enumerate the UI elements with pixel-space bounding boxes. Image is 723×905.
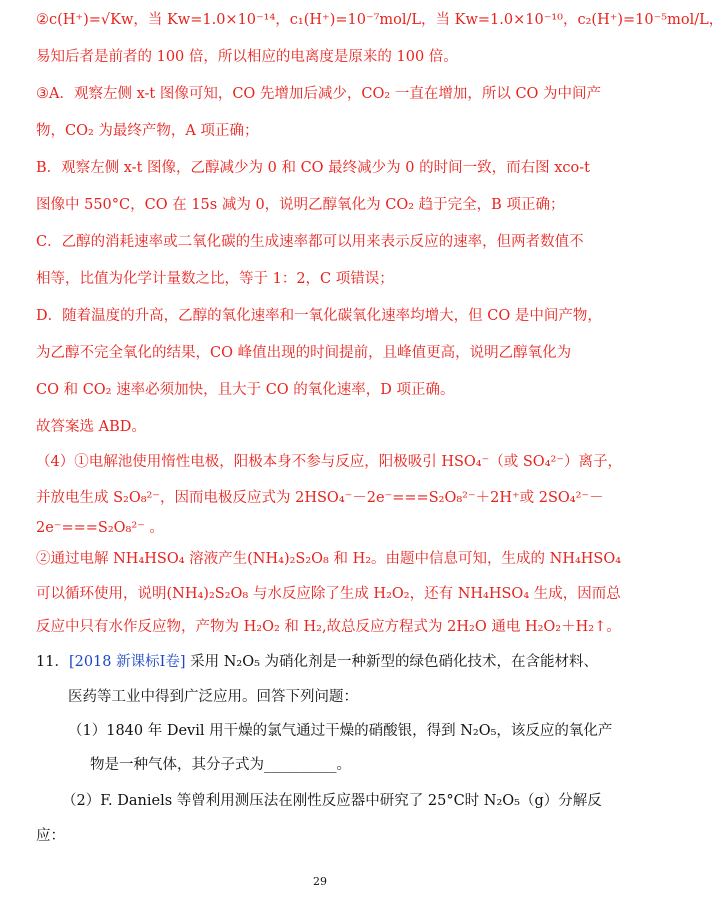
answer-line: 物，CO₂ 为最终产物，A 项正确； [36,123,259,139]
subquestion-2: （2）F. Daniels 等曾利用测压法在刚性反应器中研究了 25°C时 N₂O₅（g）分解反 [62,793,602,809]
question-number: 11． [36,654,69,670]
answer-line: ②c(H⁺)=√Kw，当 Kw=1.0×10⁻¹⁴，c₁(H⁺)=10⁻⁷mol/L，当 Kw=1.0×10⁻¹⁰，c₂(H⁺)=10⁻⁵mol/L， [36,12,723,28]
question-stem-text: 采用 N₂O₅ 为硝化剂是一种新型的绿色硝化技术，在含能材料、 [190,654,599,670]
answer-line: 图像中 550°C，CO 在 15s 减为 0，说明乙醇氧化为 CO₂ 趋于完全，B 项正确； [36,197,565,213]
answer-line: 并放电生成 S₂O₈²⁻，因而电极反应式为 2HSO₄⁻－2e⁻===S₂O₈²⁻＋2H⁺或 2SO₄²⁻－ [36,490,604,506]
answer-line: ③A．观察左侧 x-t 图像可知，CO 先增加后减少，CO₂ 一直在增加，所以 CO 为中间产 [36,86,602,102]
question-11-stem [36,652,608,672]
answer-line: C．乙醇的消耗速率或二氧化碳的生成速率都可以用来表示反应的速率，但两者数值不 [36,234,584,250]
answer-line: ②通过电解 NH₄HSO₄ 溶液产生(NH₄)₂S₂O₈ 和 H₂。由题中信息可知，生成的 NH₄HSO₄ [36,551,622,567]
answer-line: CO 和 CO₂ 速率必须加快，且大于 CO 的氧化速率，D 项正确。 [36,382,455,398]
answer-line: 为乙醇不完全氧化的结果，CO 峰值出现的时间提前，且峰值更高，说明乙醇氧化为 [36,345,572,361]
answer-line: （4）①电解池使用惰性电极，阳极本身不参与反应，阳极吸引 HSO₄⁻（或 SO₄²⁻）离子， [36,454,622,470]
answer-line: 反应中只有水作反应物，产物为 H₂O₂ 和 H₂,故总反应方程式为 2H₂O 通电 H₂O₂＋H₂↑。 [36,619,621,635]
answer-line: 相等，比值为化学计量数之比，等于 1：2，C 项错误； [36,271,394,287]
answer-line: 易知后者是前者的 100 倍，所以相应的电离度是原来的 100 倍。 [36,49,458,65]
question-source-tag: [2018 新课标Ⅰ卷] [68,654,186,670]
answer-line: D．随着温度的升高，乙醇的氧化速率和一氧化碳氧化速率均增大，但 CO 是中间产物， [36,308,602,324]
subquestion-2-continued: 应： [36,828,65,844]
page-number: 29 [313,875,327,888]
answer-line: 2e⁻===S₂O₈²⁻ 。 [36,520,164,536]
answer-line: 故答案选 ABD。 [36,419,146,435]
answer-line: B．观察左侧 x-t 图像，乙醇减少为 0 和 CO 最终减少为 0 的时间一致，而右图 xco-t [36,160,590,176]
question-stem-line: 医药等工业中得到广泛应用。回答下列问题： [68,689,358,705]
answer-line: 可以循环使用，说明(NH₄)₂S₂O₈ 与水反应除了生成 H₂O₂，还有 NH₄HSO₄ 生成，因而总 [36,586,621,602]
subquestion-1-continued: 物是一种气体，其分子式为__________。 [90,757,351,773]
subquestion-1: （1）1840 年 Devil 用干燥的氯气通过干燥的硝酸银，得到 N₂O₅，该反应的氧化产 [68,723,613,739]
